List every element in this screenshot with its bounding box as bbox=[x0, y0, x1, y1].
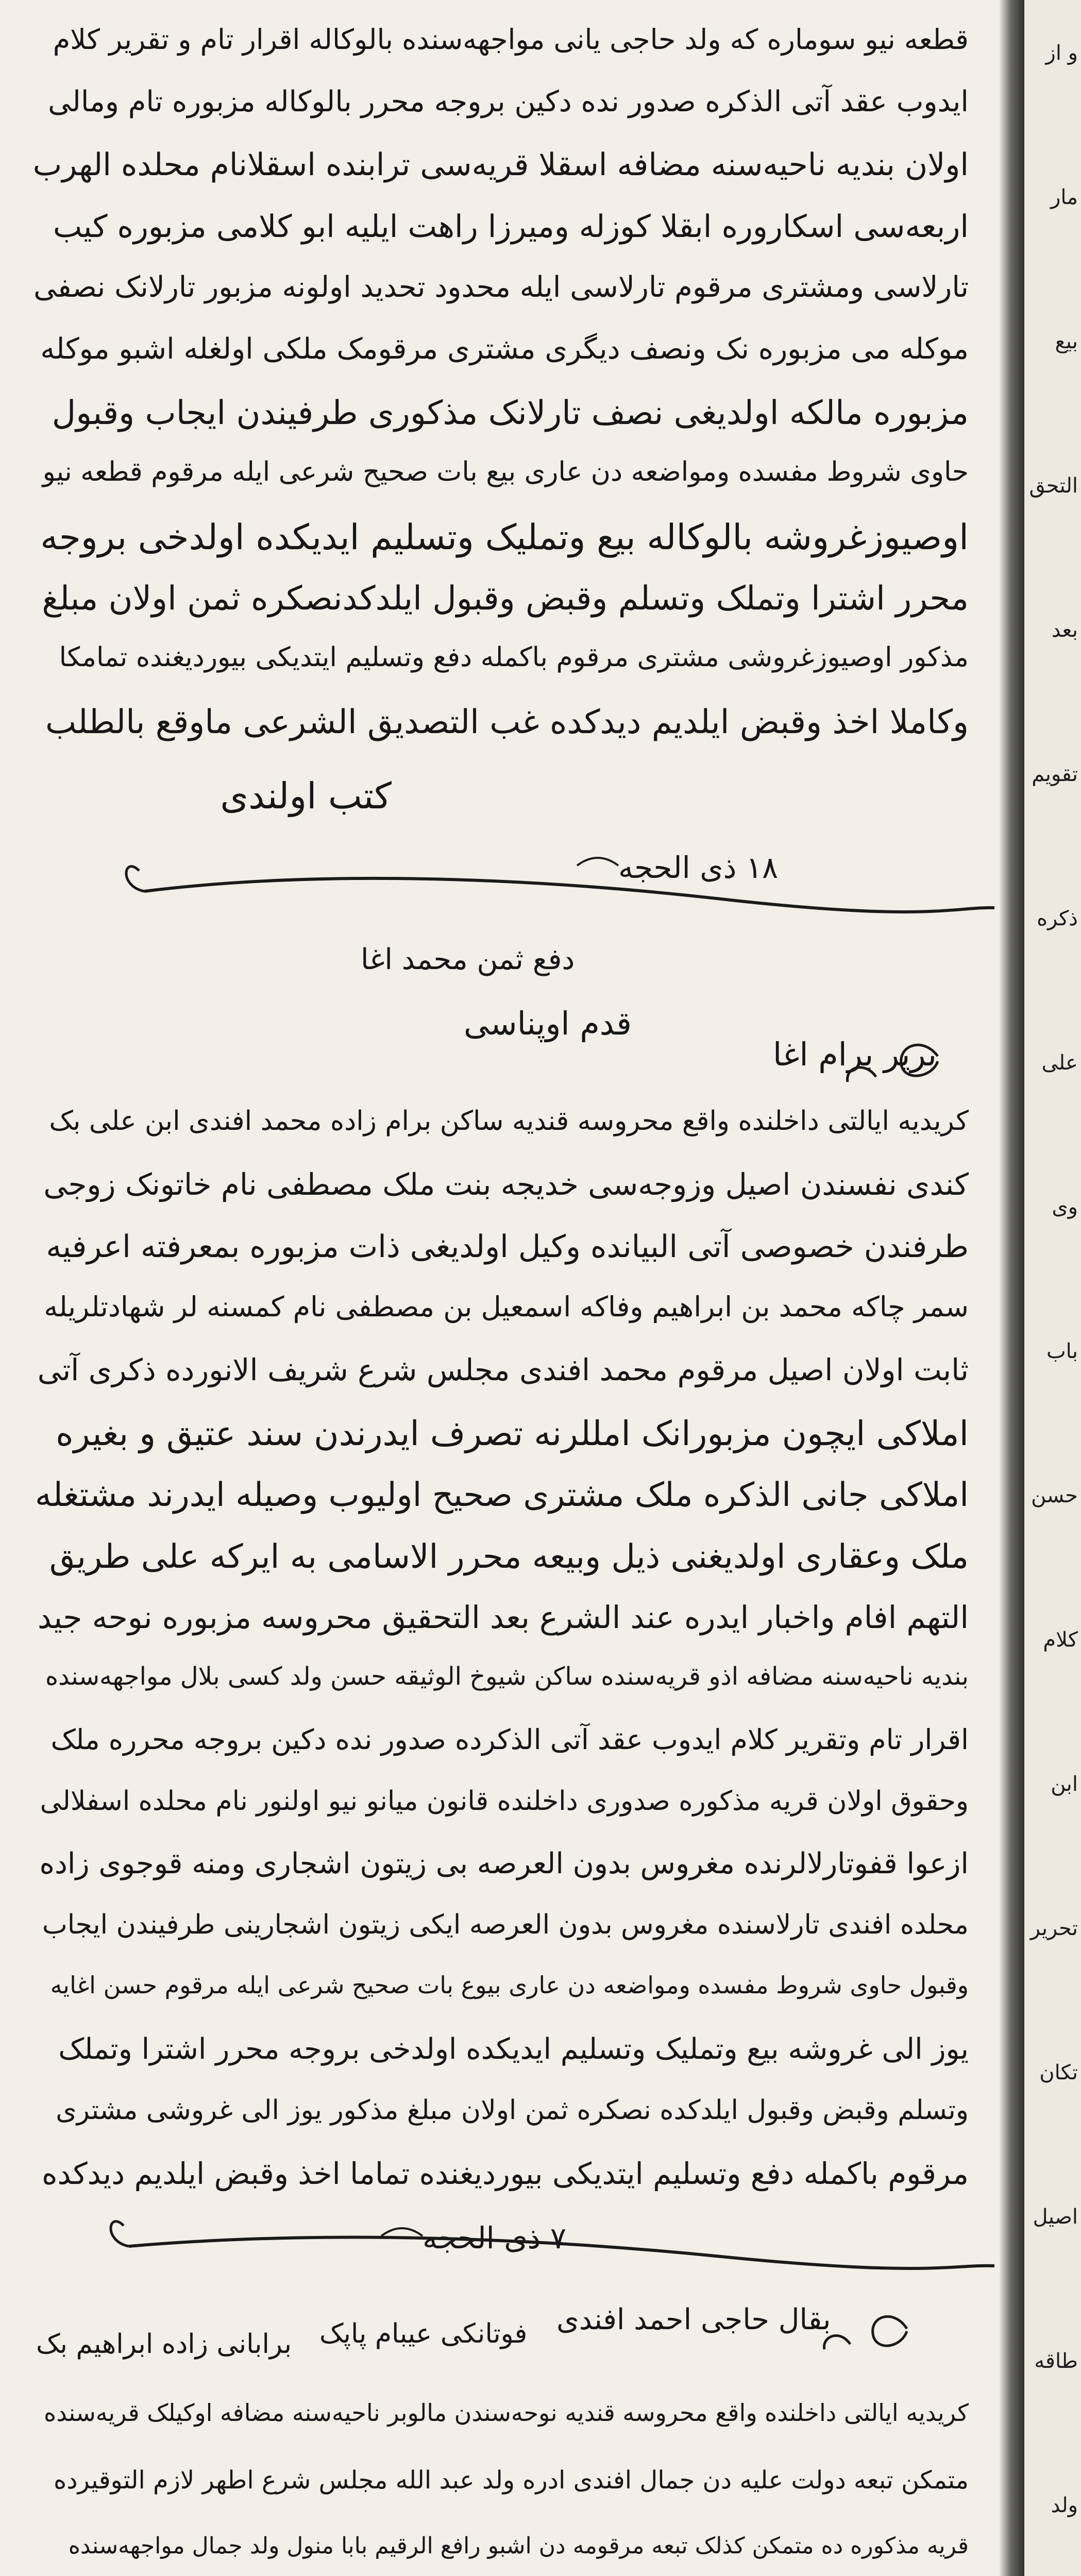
entry-1-line: تارلاسی ومشتری مرقوم تارلاسی ایله محدود تحدید اولونه مزبور تارلانک نصفی bbox=[33, 270, 969, 304]
entry-2-line: محلده افندی تارلاسنده مغروس بدون العرصه ایکی زیتون اشجارینی طرفیندن ایجاب bbox=[42, 1909, 969, 1940]
entry-2-date: ۷ ذی الحجه bbox=[423, 2221, 567, 2256]
entry-2-line: وقبول حاوی شروط مفسده ومواضعه‌ دن عاری بیوع بات صحیح شرعی ایله مرقوم حسن اغایه bbox=[50, 1971, 969, 1999]
adjacent-fragment: بعد bbox=[1051, 618, 1078, 642]
entry-3-margin-note: بقال حاجی احمد افندی bbox=[556, 2303, 831, 2336]
adjacent-fragment: و از bbox=[1045, 41, 1078, 65]
entry-2-line: طرفندن خصوصی آتی البیانده وکیل اولدیغی ذات مزبوره بمعرفته اعرفیه bbox=[46, 1229, 969, 1265]
entry-2-line: وتسلم وقبض وقبول ایلدکده نصکره ثمن اولان مبلغ مذکور یوز الی غروشی مشتری bbox=[56, 2095, 969, 2126]
entry-1-line: اولان بندیه ناحیه‌سنه مضافه اسقلا قریه‌سی ترابنده اسقلانام محلده الهرب‌ bbox=[32, 147, 969, 183]
entry-2-line: التهم افام واخبار ایدره عند الشرع بعد التحقیق محروسه مزبوره نوحه جید bbox=[37, 1600, 969, 1636]
entry-2-line: کندی نفسندن اصیل وزوجه‌سی خدیجه بنت ملک مصطفی نام خاتونک زوجی bbox=[43, 1167, 969, 1202]
entry-1-line: کتب اولندی bbox=[220, 775, 392, 817]
adjacent-fragment: اصیل bbox=[1033, 2205, 1078, 2229]
entry-1-line: محرر اشترا وتملک وتسلم وقبض وقبول ایلدکدنصکره ثمن اولان مبلغ bbox=[42, 580, 969, 618]
adjacent-fragment: ولد bbox=[1051, 2494, 1078, 2517]
adjacent-fragment: حسن bbox=[1031, 1484, 1078, 1507]
entry-2-line: ثابت اولان اصیل مرقوم محمد افندی مجلس شرع شریف الانورده ذکری آتی bbox=[37, 1352, 969, 1387]
adjacent-fragment: کلام bbox=[1043, 1628, 1078, 1652]
adjacent-fragment: ابن bbox=[1051, 1772, 1078, 1796]
signature-mark-3 bbox=[824, 2316, 907, 2349]
entry-2-line: ازعوا قفوتارلالرنده مغروس بدون العرصه بی زیتون اشجاری ومنه قوجوی زاده bbox=[39, 1847, 969, 1880]
adjacent-fragment: بیع bbox=[1055, 330, 1078, 353]
entry-1-line: مزبوره مالکه اولدیغی نصف تارلانک مذکوری طرفیندن ایجاب وقبول‌ bbox=[52, 394, 969, 432]
adjacent-fragment: مار bbox=[1051, 185, 1078, 209]
entry-2-subheading: بریر برام اغا bbox=[773, 1036, 937, 1073]
entry-1-line: وکاملا اخذ وقبض ایلدیم دیدکده غب التصدیق الشرعی ماوقع بالطلب bbox=[45, 703, 969, 741]
entry-2-margin-note: دفع ثمن محمد اغا bbox=[361, 943, 575, 976]
signature-mark-2 bbox=[848, 1045, 938, 1082]
entry-2-line: املاکی جانی الذکره ملک مشتری صحیح اولیوب وصیله ایدرند مشتغله bbox=[35, 1476, 969, 1514]
entry-2-line: اقرار تام وتقریر کلام ایدوب عقد آتی الذکرده صدور نده دکین بروجه محرره ملک bbox=[50, 1723, 969, 1756]
entry-3-line: متمکن تبعه دولت علیه‌ دن جمال افندی ادره ولد عبد الله مجلس شرع اطهر لازم التوقیرده bbox=[54, 2466, 969, 2495]
entry-1-line: قطعه نیو سوماره که ولد حاجی یانی مواجهه‌سنده بالوکاله اقرار تام و تقریر کلام bbox=[53, 23, 969, 56]
separator-curl-1 bbox=[126, 867, 144, 891]
adjacent-fragment: وی bbox=[1052, 1195, 1078, 1219]
adjacent-fragment: تقویم bbox=[1032, 762, 1078, 786]
entry-2-line: بندیه ناحیه‌سنه مضافه اذو قریه‌سنده ساکن شیوخ الوثیقه حسن ولد کسی بلال مواجهه‌سنده bbox=[45, 1662, 969, 1691]
entry-1-line: اربعه‌سی اسکاروره ابقلا کوزله ومیرزا راهت ایلیه ابو کلامی مزبوره کیب bbox=[53, 209, 969, 245]
separator-curl-2 bbox=[111, 2222, 129, 2246]
book-gutter bbox=[1000, 0, 1024, 2576]
adjacent-fragment: التحق bbox=[1029, 474, 1078, 498]
entry-2-line: املاکی ایچون مزبورانک امللرنه تصرف ایدرندن سند عتیق و بغیره bbox=[56, 1414, 969, 1453]
adjacent-fragment: طاقه bbox=[1034, 2349, 1078, 2373]
entry-3-line: کریدیه ایالتی داخلنده واقع محروسه قندیه نوحه‌سندن مالوبر ناحیه‌سنه مضافه اوکیلک قریه‌سنده bbox=[44, 2399, 969, 2427]
entry-1-line: حاوی شروط مفسده ومواضعه‌ دن عاری بیع بات صحیح شرعی ایله مرقوم قطعه‌ نیو bbox=[42, 456, 969, 487]
entry-1-date: ۱۸ ذی الحجه bbox=[618, 850, 779, 885]
entry-2-line: سمر چاکه محمد بن ابراهیم وفاکه اسمعیل بن مصطفی نام کمسنه‌ لر شهادتلریله bbox=[44, 1291, 969, 1323]
entry-3-line: قریه مذکوره‌ ده متمکن کذلک تبعه مرقومه‌ دن اشبو رافع الرقیم بابا منول ولد جمال مواجهه‌سنده bbox=[68, 2533, 969, 2559]
entry-separator-2 bbox=[129, 2238, 994, 2268]
adjacent-fragment: علی bbox=[1041, 1051, 1078, 1075]
date-mark-2 bbox=[381, 2228, 423, 2236]
entry-separator-1 bbox=[144, 878, 994, 912]
adjacent-fragment: تحریر bbox=[1030, 1917, 1078, 1940]
entry-2-line: وحقوق اولان قریه مذکوره صدوری داخلنده قانون میانو نیو اولنور نام محلده اسفلالی bbox=[40, 1786, 969, 1817]
adjacent-page-edge bbox=[1024, 0, 1081, 2576]
date-mark-1 bbox=[577, 858, 618, 866]
adjacent-fragment: باب bbox=[1046, 1340, 1078, 1363]
entry-1-line: اوصیوزغروشه بالوکاله بیع وتملیک وتسلیم ایدیکده اولدخی بروجه‌ bbox=[40, 517, 969, 558]
entry-1-line: ایدوب عقد آتی الذکره صدور نده دکین بروجه محرر بالوکاله مزبوره تام ومالی bbox=[48, 85, 969, 118]
entry-2-heading: قدم اوپناسی bbox=[464, 1005, 632, 1042]
entry-3-heading-right: برابانی زاده ابراهیم بک bbox=[36, 2329, 292, 2360]
entry-2-line: کریدیه ایالتی داخلنده واقع محروسه قندیه ساکن برام زاده محمد افندی ابن علی بک bbox=[49, 1106, 969, 1137]
adjacent-fragment: تکان bbox=[1039, 2061, 1078, 2084]
entry-2-line: مرقوم باکمله دفع وتسلیم ایتدیکی بیوردیغنده تماما اخذ وقبض ایلدیم دیدکده bbox=[42, 2156, 969, 2191]
entry-1-line: موکله‌ می مزبوره نک ونصف دیگری مشتری مرقومک ملکی اولغله اشبو موکله‌ bbox=[40, 332, 969, 366]
entry-2-line: ملک وعقاری اولدیغنی ذیل وبیعه محرر الاسامی‌ به ایرکه علی طریق bbox=[49, 1538, 969, 1576]
entry-1-line: مذکور اوصیوزغروشی مشتری مرقوم باکمله دفع وتسلیم ایتدیکی بیوردیغنده تمامکا bbox=[59, 642, 969, 673]
adjacent-fragment: ذکره bbox=[1037, 907, 1078, 930]
entry-2-line: یوز الی غروشه بیع وتملیک وتسلیم ایدیکده اولدخی بروجه محرر اشترا وتملک bbox=[58, 2032, 969, 2066]
entry-3-heading: فوتانکی عیبام پاپک bbox=[319, 2318, 528, 2349]
